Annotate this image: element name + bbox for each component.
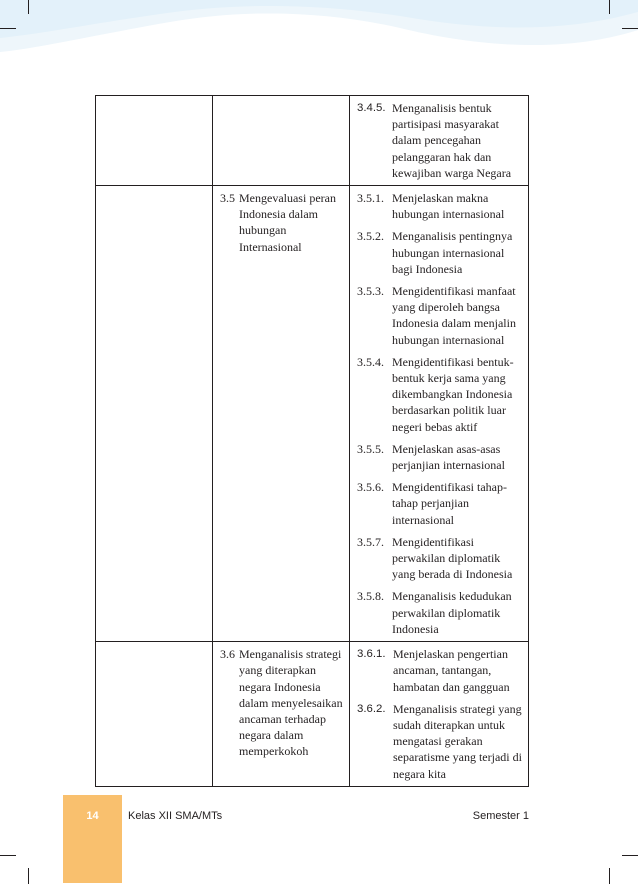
table-row bbox=[96, 96, 529, 186]
page-footer bbox=[63, 795, 529, 883]
crop-mark bbox=[0, 28, 16, 29]
indicator-text: Mengidentifikasi perwakilan diplomatik yang berada di Indonesia bbox=[392, 534, 513, 582]
indicator-item bbox=[357, 588, 522, 637]
indicator-number: 3.4.5. bbox=[357, 102, 386, 114]
table-cell bbox=[96, 186, 213, 642]
indicator-item bbox=[357, 701, 522, 782]
competency-table bbox=[95, 95, 529, 787]
table-row bbox=[96, 186, 529, 642]
indicator-number: 3.5.8. bbox=[357, 589, 384, 604]
crop-mark bbox=[622, 855, 638, 856]
crop-mark bbox=[0, 855, 16, 856]
table-row bbox=[96, 642, 529, 787]
indicator-number: 3.6.2. bbox=[357, 702, 386, 715]
indicator-text: Menjelaskan asas-asas perjanjian internasional bbox=[392, 441, 505, 473]
competency-text: Mengevaluasi peran Indonesia dalam hubungan Internasional bbox=[239, 191, 336, 254]
competency-cell bbox=[213, 642, 350, 787]
indicator-text: Menjelaskan pengertian ancaman, tantangan, hambatan dan gangguan bbox=[393, 647, 510, 694]
indicator-number: 3.5.6. bbox=[357, 480, 384, 495]
indicator-number: 3.5.4. bbox=[357, 354, 384, 369]
indicator-text: Menganalisis strategi yang sudah diterapkan untuk mengatasi gerakan separatisme yang terjadi di negara kita bbox=[393, 701, 522, 781]
indicator-item bbox=[357, 190, 522, 222]
competency-number: 3.6 bbox=[220, 647, 235, 662]
indicator-text: Menganalisis pentingnya hubungan internasional bagi Indonesia bbox=[392, 229, 513, 276]
crop-mark bbox=[609, 0, 610, 14]
competency-number: 3.5 bbox=[220, 191, 235, 206]
indicator-number: 3.5.1. bbox=[357, 191, 384, 206]
indicator-number: 3.5.2. bbox=[357, 229, 384, 244]
crop-mark bbox=[28, 868, 29, 884]
indicator-number: 3.5.7. bbox=[357, 534, 384, 549]
indicator-item bbox=[357, 354, 522, 435]
indicator-text: Menjelaskan makna hubungan internasional bbox=[392, 191, 505, 222]
indicator-item bbox=[357, 283, 522, 348]
indicator-text: Menganalisis bentuk partisipasi masyarakat dalam pencegahan pelanggaran hak dan kewajiban warga Negara bbox=[392, 101, 512, 180]
indicator-number: 3.5.5. bbox=[357, 441, 384, 456]
table-cell bbox=[96, 642, 213, 787]
page-number: 14 bbox=[86, 810, 99, 822]
indicator-text: Mengidentifikasi tahap-tahap perjanjian internasional bbox=[392, 480, 507, 527]
indicator-cell bbox=[350, 96, 529, 186]
semester-label: Semester 1 bbox=[472, 810, 529, 822]
table-cell bbox=[96, 96, 213, 186]
indicator-item bbox=[357, 534, 522, 583]
indicator-cell bbox=[350, 186, 529, 642]
indicator-text: Mengidentifikasi manfaat yang diperoleh bangsa Indonesia dalam menjalin hubungan internasional bbox=[392, 284, 516, 347]
indicator-item bbox=[357, 646, 522, 695]
indicator-item bbox=[357, 441, 522, 473]
indicator-item bbox=[357, 479, 522, 528]
indicator-number: 3.5.3. bbox=[357, 284, 384, 299]
indicator-text: Mengidentifikasi bentuk-bentuk kerja sama yang dikembangkan Indonesia berdasarkan politik luar negeri bebas aktif bbox=[392, 354, 514, 434]
header-wave-decoration bbox=[0, 0, 638, 90]
book-title: Kelas XII SMA/MTs bbox=[128, 810, 223, 822]
indicator-item bbox=[357, 100, 522, 181]
indicator-text: Menganalisis kedudukan perwakilan diplomatik Indonesia bbox=[392, 589, 512, 636]
competency-item bbox=[220, 646, 343, 759]
page-number-tab bbox=[63, 795, 122, 883]
indicator-cell bbox=[350, 642, 529, 787]
crop-mark bbox=[28, 0, 29, 14]
competency-cell bbox=[213, 186, 350, 642]
table-cell bbox=[213, 96, 350, 186]
crop-mark bbox=[609, 868, 610, 884]
competency-text: Menganalisis strategi yang diterapkan negara Indonesia dalam menyelesaikan ancaman terhadap negara dalam memperkokoh bbox=[239, 647, 343, 759]
crop-mark bbox=[622, 28, 638, 29]
indicator-number: 3.6.1. bbox=[357, 648, 386, 661]
competency-item bbox=[220, 190, 343, 255]
indicator-item bbox=[357, 228, 522, 277]
